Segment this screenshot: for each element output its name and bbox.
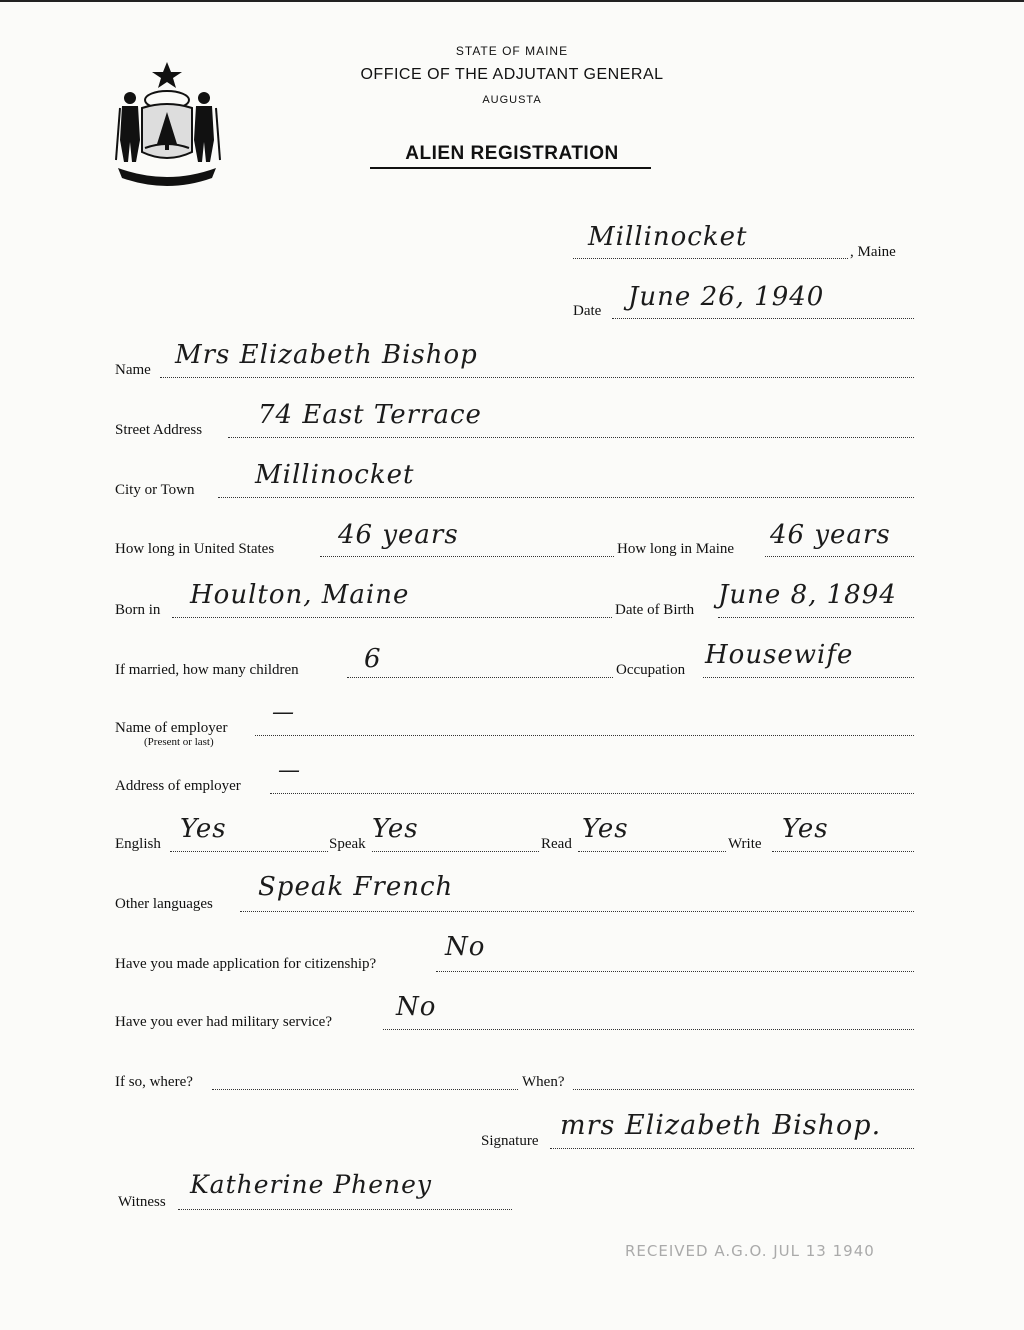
military-value: No xyxy=(396,992,437,1022)
speak-label: Speak xyxy=(329,836,366,852)
employer-line xyxy=(255,735,914,736)
us-value: 46 years xyxy=(338,520,459,550)
header-office: OFFICE OF THE ADJUTANT GENERAL xyxy=(360,66,664,83)
employer-label: Name of employer xyxy=(115,720,228,736)
citizenship-label: Have you made application for citizenship? xyxy=(115,956,377,972)
place-suffix: , Maine xyxy=(850,244,896,260)
employer-value: — xyxy=(272,700,295,725)
read-value: Yes xyxy=(582,814,629,844)
write-line xyxy=(772,851,914,852)
date-line xyxy=(612,318,914,319)
date-label: Date xyxy=(573,303,602,319)
citizenship-line xyxy=(436,971,914,972)
children-value: 6 xyxy=(364,644,382,674)
city-value: Millinocket xyxy=(255,460,415,490)
maine-line xyxy=(765,556,914,557)
when-label: When? xyxy=(522,1074,565,1090)
born-value: Houlton, Maine xyxy=(190,580,410,610)
children-label: If married, how many children xyxy=(115,662,299,678)
citizenship-value: No xyxy=(445,932,486,962)
dob-line xyxy=(718,617,914,618)
city-label: City or Town xyxy=(115,482,195,498)
english-label: English xyxy=(115,836,161,852)
header-city: AUGUSTA xyxy=(482,94,542,106)
employer-addr-label: Address of employer xyxy=(115,778,241,794)
occupation-value: Housewife xyxy=(705,640,854,670)
name-value: Mrs Elizabeth Bishop xyxy=(175,340,478,370)
other-lang-line xyxy=(240,911,914,912)
us-label: How long in United States xyxy=(115,541,275,557)
born-line xyxy=(172,617,612,618)
other-lang-value: Speak French xyxy=(258,872,454,902)
read-label: Read xyxy=(541,836,572,852)
date-value: June 26, 1940 xyxy=(628,282,825,312)
speak-value: Yes xyxy=(372,814,419,844)
signature-value: mrs Elizabeth Bishop. xyxy=(560,1110,882,1141)
english-value: Yes xyxy=(180,814,227,844)
read-line xyxy=(578,851,726,852)
title-underline xyxy=(370,167,651,169)
witness-value: Katherine Pheney xyxy=(190,1170,433,1199)
children-line xyxy=(347,677,613,678)
occupation-label: Occupation xyxy=(616,662,686,678)
occupation-line xyxy=(703,677,914,678)
military-line xyxy=(383,1029,914,1030)
received-stamp: RECEIVED A.G.O. JUL 13 1940 xyxy=(625,1242,875,1260)
witness-line xyxy=(178,1209,512,1210)
employer-addr-line xyxy=(270,793,914,794)
name-label: Name xyxy=(115,362,151,378)
maine-value: 46 years xyxy=(770,520,891,550)
name-line xyxy=(160,377,914,378)
write-value: Yes xyxy=(782,814,829,844)
military-label: Have you ever had military service? xyxy=(115,1014,332,1030)
street-line xyxy=(228,437,914,438)
witness-label: Witness xyxy=(118,1194,166,1210)
where-line xyxy=(212,1089,518,1090)
street-label: Street Address xyxy=(115,422,203,438)
when-line xyxy=(573,1089,914,1090)
signature-line xyxy=(550,1148,914,1149)
dob-value: June 8, 1894 xyxy=(718,580,897,610)
write-label: Write xyxy=(728,836,762,852)
other-lang-label: Other languages xyxy=(115,896,213,912)
born-label: Born in xyxy=(115,602,161,618)
dob-label: Date of Birth xyxy=(615,602,695,618)
header-state: STATE OF MAINE xyxy=(455,44,569,58)
place-line xyxy=(573,258,848,259)
english-line xyxy=(170,851,328,852)
speak-line xyxy=(372,851,539,852)
where-label: If so, where? xyxy=(115,1074,193,1090)
place-value: Millinocket xyxy=(588,222,748,252)
street-value: 74 East Terrace xyxy=(258,400,482,430)
maine-label: How long in Maine xyxy=(617,541,735,557)
signature-label: Signature xyxy=(481,1133,539,1149)
top-border xyxy=(0,0,1024,2)
employer-addr-value: — xyxy=(278,758,301,783)
us-line xyxy=(320,556,614,557)
employer-sub: (Present or last) xyxy=(144,736,214,748)
city-line xyxy=(218,497,914,498)
form-title: ALIEN REGISTRATION xyxy=(405,143,619,164)
